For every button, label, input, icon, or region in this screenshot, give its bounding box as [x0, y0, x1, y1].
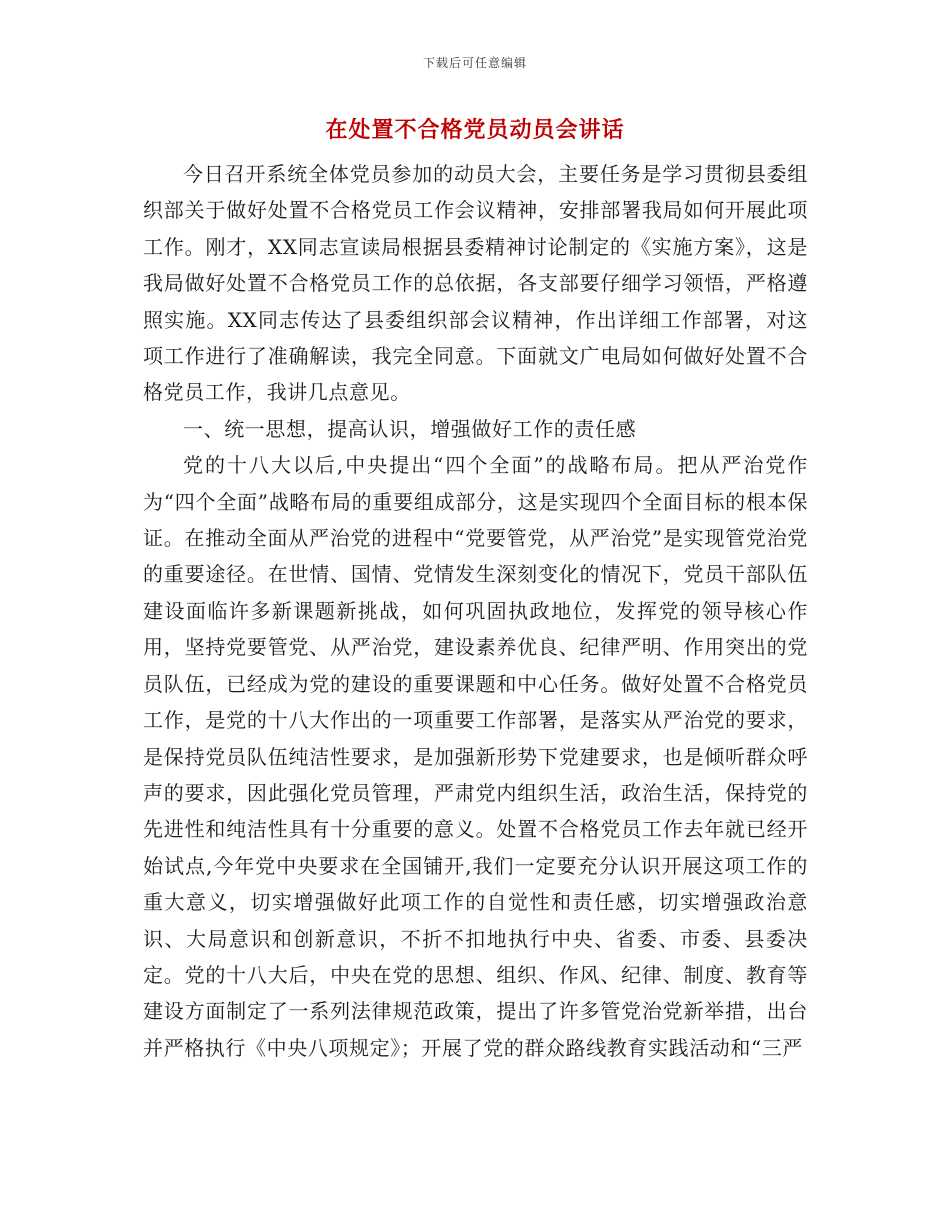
header-note: 下载后可任意编辑: [422, 56, 527, 70]
section-heading: 一、统一思想，提高认识，增强做好工作的责任感: [183, 416, 637, 441]
paragraph-section-1: 党的十八大以后,中央提出“四个全面”的战略布局。把从严治党作为“四个全面”战略布局的重要组成部分，这是实现四个全面目标的根本保证。在推动全面从严治党的进程中“党要管党，从严治党”是实现管党治党的重要途径。在世情、国情、党情发生深刻变化的情况下，党员干部队伍建设面临许多新课题新挑战，如何巩固执政地位，发挥党的领导核心作用，坚持党要管党、从严治党，建设素养优良、纪律严明、作用突出的党员队伍，已经成为党的建设的重要课题和中心任务。做好处置不合格党员工作，是党的十八大作出的一项重要工作部署，是落实从严治党的要求，是保持党员队伍纯洁性要求，是加强新形势下党建要求，也是倾听群众呼声的要求，因此强化党员管理，严肃党内组织生活，政治生活，保持党的先进性和纯洁性具有十分重要的意义。处置不合格党员工作去年就已经开始试点,今年党中央要求在全国铺开,我们一定要充分认识开展这项工作的重大意义，切实增强做好此项工作的自觉性和责任感，切实增强政治意识、大局意识和创新意识，不折不扣地执行中央、省委、市委、县委决定。党的十八大后，中央在党的思想、组织、作风、纪律、制度、教育等建设方面制定了一系列法律规范政策，提出了许多管党治党新举措，出台并严格执行《中央八项规定》；开展了党的群众路线教育实践活动和“三严: [143, 453, 808, 1060]
document-title: 在处置不合格党员动员会讲话: [325, 117, 625, 143]
document-body: [143, 156, 808, 1066]
paragraph-intro: 今日召开系统全体党员参加的动员大会，主要任务是学习贯彻县委组织部关于做好处置不合格党员工作会议精神，安排部署我局如何开展此项工作。刚才，XX同志宣读局根据县委精神讨论制定的《实施方案》，这是我局做好处置不合格党员工作的总依据，各支部要仔细学习领悟，严格遵照实施。XX同志传达了县委组织部会议精神，作出详细工作部署，对这项工作进行了准确解读，我完全同意。下面就文广电局如何做好处置不合格党员工作，我讲几点意见。: [143, 162, 808, 405]
